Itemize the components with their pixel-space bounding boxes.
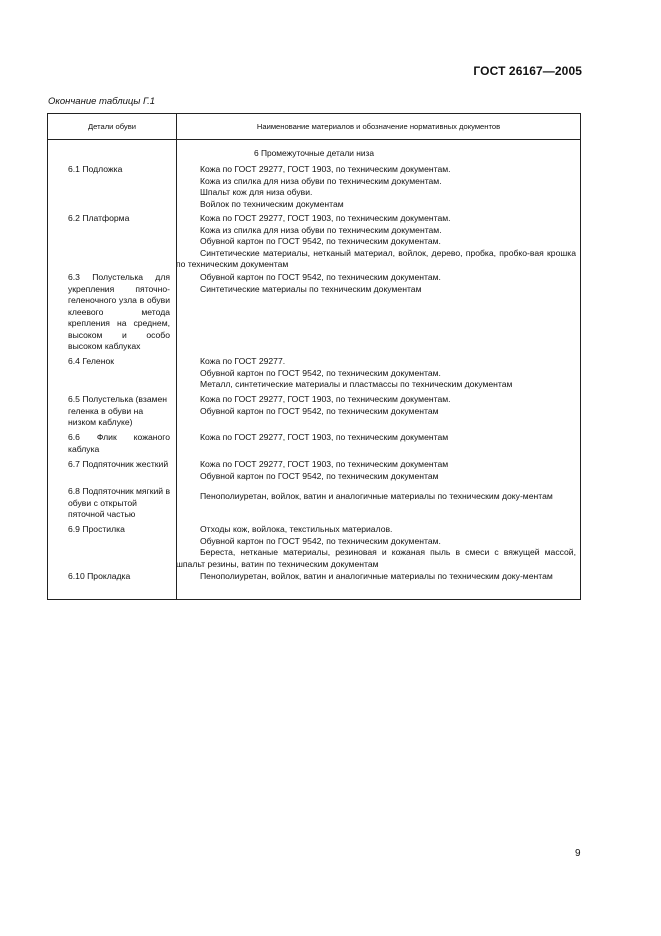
material-line: Синтетические материалы, нетканый материал, войлок, дерево, пробка, пробко-вая крошка по техническим документам: [176, 247, 576, 269]
materials-table: [47, 113, 581, 600]
material-line: Обувной картон по ГОСТ 9542, по техническим документам.: [200, 535, 441, 546]
table-row: [48, 571, 580, 595]
table-body: [48, 164, 580, 599]
material-line: Пенополиуретан, войлок, ватин и аналогичные материалы по техническим доку-ментам: [200, 491, 553, 501]
table-row: [48, 213, 580, 272]
row-part: 6.6 Флик кожаного каблука: [68, 432, 170, 454]
table-row: [48, 164, 580, 213]
material-line: Обувной картон по ГОСТ 9542, по техническим документам.: [200, 272, 441, 282]
row-materials: [176, 524, 580, 571]
row-materials: [176, 432, 580, 459]
row-part: 6.2 Платформа: [68, 213, 130, 223]
material-line: Войлок по техническим документам: [200, 198, 344, 209]
table-row: [48, 486, 580, 524]
row-part: 6.10 Прокладка: [68, 571, 131, 581]
table-caption: Окончание таблицы Г.1: [48, 96, 156, 107]
row-part: 6.7 Подпяточник жесткий: [68, 459, 169, 469]
material-line: Обувной картон по ГОСТ 9542, по техническим документам: [200, 470, 439, 481]
material-line: Пенополиуретан, войлок, ватин и аналогичные материалы по техническим доку-ментам: [200, 571, 553, 581]
table-row: [48, 356, 580, 394]
material-line: Шпальт кож для низа обуви.: [200, 187, 313, 197]
table-row: [48, 394, 580, 432]
table-row: [48, 432, 580, 459]
material-line: Кожа по ГОСТ 29277, ГОСТ 1903, по техническим документам: [200, 459, 449, 469]
row-materials: [176, 356, 580, 394]
section-heading: 6 Промежуточные детали низа: [48, 140, 580, 164]
row-part: 6.9 Простилка: [68, 524, 125, 534]
row-materials: [176, 394, 580, 432]
material-line: Обувной картон по ГОСТ 9542, по техническим документам: [200, 405, 439, 416]
row-materials: [176, 486, 580, 524]
standard-designation: ГОСТ 26167—2005: [473, 64, 582, 78]
row-part: 6.3 Полустелька для укрепления пяточно-геленочного узла в обуви клеевого метода крепления на среднем, высоком и особо высоком каблуках: [68, 272, 170, 351]
material-line: Кожа из спилка для низа обуви по техническим документам.: [200, 224, 442, 235]
row-part: 6.4 Геленок: [68, 356, 114, 366]
material-line: Металл, синтетические материалы и пластмассы по техническим документам: [200, 379, 513, 389]
material-line: Кожа по ГОСТ 29277, ГОСТ 1903, по техническим документам.: [200, 394, 451, 404]
material-line: Синтетические материалы по техническим документам: [200, 283, 422, 294]
material-line: Кожа по ГОСТ 29277, ГОСТ 1903, по техническим документам.: [200, 164, 451, 174]
material-line: Обувной картон по ГОСТ 9542, по техническим документам.: [200, 367, 441, 378]
material-line: Кожа из спилка для низа обуви по техническим документам.: [200, 175, 442, 186]
table-row: [48, 272, 580, 356]
row-materials: [176, 272, 580, 356]
page-number: 9: [575, 848, 581, 859]
material-line: Кожа по ГОСТ 29277, ГОСТ 1903, по техническим документам: [200, 432, 449, 442]
material-line: Кожа по ГОСТ 29277, ГОСТ 1903, по техническим документам.: [200, 213, 451, 223]
material-line: Береста, нетканые материалы, резиновая и кожаная пыль в смеси с вяжущей массой, шпальт резины, ватин по техническим документам: [176, 547, 576, 569]
material-line: Кожа по ГОСТ 29277.: [200, 356, 286, 366]
row-materials: [176, 459, 580, 486]
row-part: 6.1 Подложка: [68, 164, 123, 174]
row-materials: [176, 213, 580, 272]
row-materials: [176, 164, 580, 213]
row-part: 6.8 Подпяточник мягкий в обуви с открытой пяточной частью: [68, 486, 171, 519]
table-row: [48, 459, 580, 486]
material-line: Обувной картон по ГОСТ 9542, по техническим документам.: [200, 236, 441, 246]
row-materials: [176, 571, 580, 595]
column-header-parts: Детали обуви: [48, 114, 177, 139]
table-row: [48, 524, 580, 571]
material-line: Отходы кож, войлока, текстильных материалов.: [200, 524, 393, 534]
row-part: 6.5 Полустелька (взамен геленка в обуви на низком каблуке): [68, 394, 168, 427]
table-header: [48, 114, 580, 140]
column-header-materials: Наименование материалов и обозначение нормативных документов: [256, 122, 501, 131]
